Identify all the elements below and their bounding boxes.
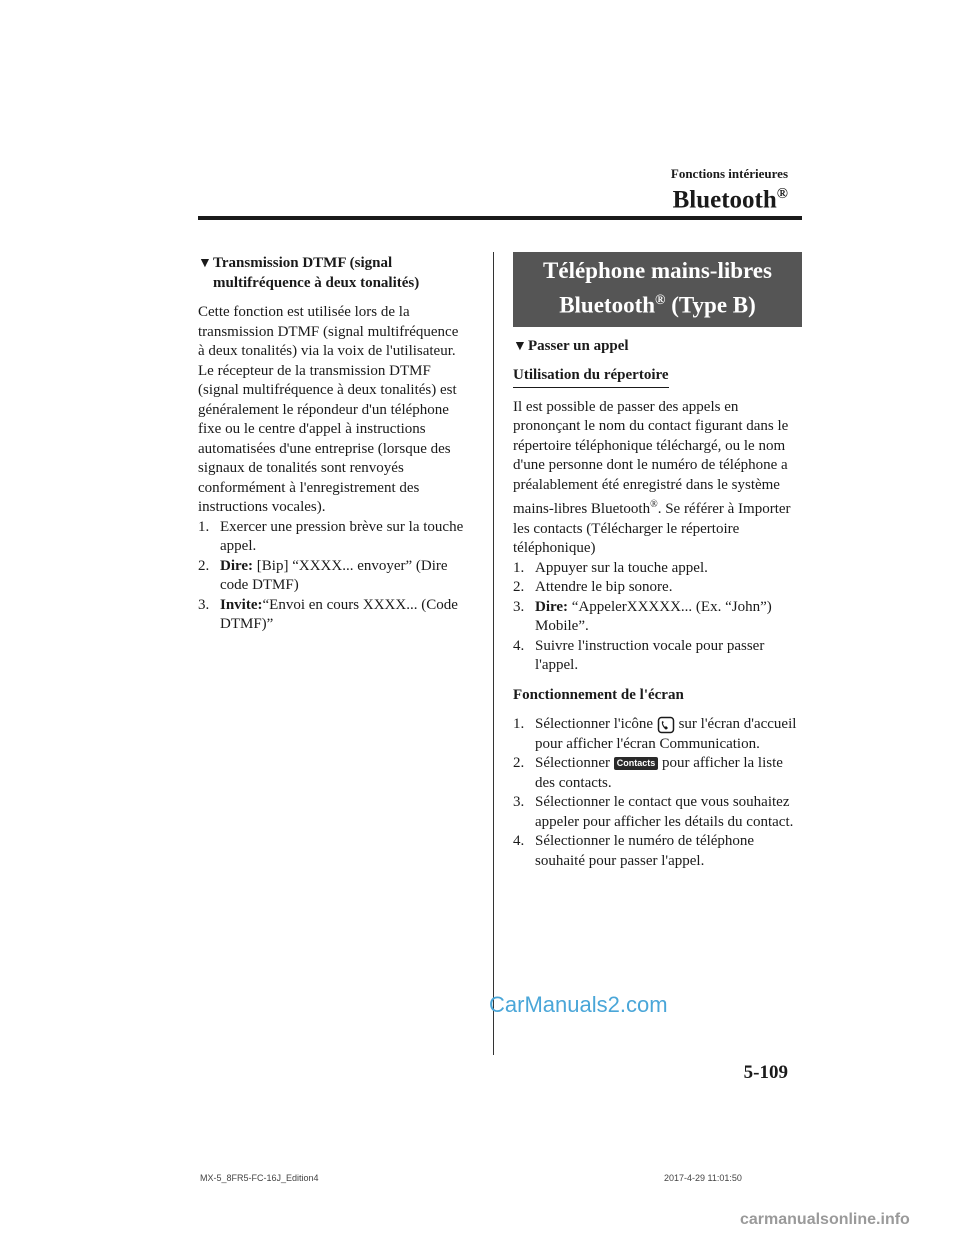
list-item: 2. Sélectionner Contacts pour afficher la liste des contacts. [513, 755, 783, 791]
print-timestamp: 2017-4-29 11:01:50 [664, 1173, 742, 1183]
list-item: 3. Invite:“Envoi en cours XXXX... (Code DTMF)” [198, 596, 458, 632]
list-item: 1. Sélectionner l'icône sur l'écran d'accueil pour afficher l'écran Communication. [513, 716, 797, 752]
dtmf-heading: ▼ Transmission DTMF (signal multifréquence à deux tonalités) [198, 254, 468, 293]
communication-icon [657, 716, 675, 734]
list-item: 3. Dire: “AppelerXXXXX... (Ex. “John”) Mobile”. [513, 598, 772, 635]
contacts-button-image: Contacts [614, 757, 659, 770]
list-item: 4. Suivre l'instruction vocale pour passer l'appel. [513, 637, 765, 674]
voice-steps [513, 559, 802, 676]
header-rule [198, 216, 802, 220]
list-item: 3. Sélectionner le contact que vous souhaitez appeler pour afficher les détails du contact. [513, 794, 794, 830]
screen-steps [513, 715, 802, 871]
section-banner: Téléphone mains-libres Bluetooth® (Type B) [513, 252, 802, 327]
right-column [513, 252, 802, 871]
header-title: Bluetooth® [672, 186, 788, 214]
header-section-label: Fonctions intérieures [670, 166, 788, 181]
site-watermark: carmanualsonline.info [740, 1211, 910, 1228]
list-item: 2. Attendre le bip sonore. [513, 579, 673, 596]
column-divider [493, 252, 494, 1055]
dtmf-steps [198, 518, 468, 635]
watermark: CarManuals2.com [489, 992, 668, 1017]
list-item: 1. Exercer une pression brève sur la touche appel. [198, 518, 464, 554]
triangle-down-icon: ▼ [198, 256, 212, 271]
page-number: 5-109 [743, 1062, 788, 1083]
screen-operation-heading: Fonctionnement de l'écran [513, 686, 684, 703]
phonebook-subheading: Utilisation du répertoire [513, 366, 669, 388]
list-item: 2. Dire: [Bip] “XXXX... envoyer” (Dire code DTMF) [198, 557, 448, 593]
left-column [198, 254, 468, 635]
triangle-down-icon: ▼ [513, 338, 527, 354]
list-item: 1. Appuyer sur la touche appel. [513, 559, 708, 576]
document-id: MX-5_8FR5-FC-16J_Edition4 [200, 1173, 319, 1183]
list-item: 4. Sélectionner le numéro de téléphone souhaité pour passer l'appel. [513, 833, 755, 869]
make-call-heading: ▼ Passer un appel [513, 337, 802, 357]
phonebook-paragraph: Il est possible de passer des appels en prononçant le nom du contact figurant dans le répertoire téléphonique téléchargé, ou le nom d'une personne dont le numéro de téléphone a préalablement été enregistré dans le système mains-libres Bluetooth®. Se référer à Importer les contacts (Télécharger le répertoire téléphonique) [513, 398, 791, 557]
dtmf-intro: Cette fonction est utilisée lors de la transmission DTMF (signal multifréquence à deux tonalités) via la voix de l'utilisateur. Le récepteur de la transmission DTMF (signal multifréquence à deux tonalités) est généralement le répondeur d'un téléphone fixe ou le centre d'appel à instructions automatisées d'une entreprise (lorsque des signaux de tonalités sont renvoyés conformément à l'enregistrement des instructions vocales). [198, 304, 459, 515]
